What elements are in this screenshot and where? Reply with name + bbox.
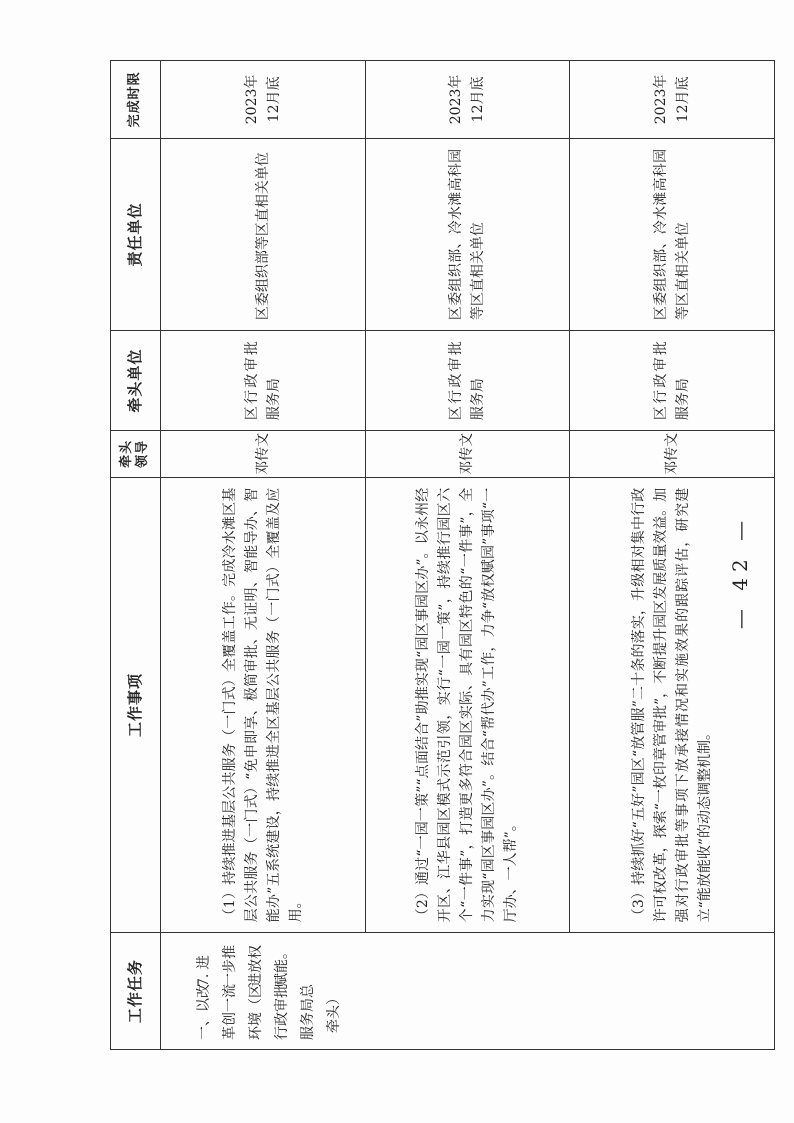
resp-cell: 区委组织部等区直相关单位 xyxy=(160,138,365,330)
header-task: 工作任务 xyxy=(111,933,161,1050)
header-item: 工作事项 xyxy=(111,477,161,933)
header-unit: 牵头单位 xyxy=(111,331,161,431)
item-cell: （1）持续推进基层公共服务（一门式）全覆盖工作。完成冷水滩区基层公共服务（一门式）“免申即享、极简审批、无证明、智能导办、智能办”五系统建设，持续推进全区基层公共服务（一门式）全覆盖及应用。 xyxy=(160,477,365,933)
time-cell: 2023年12月底 xyxy=(365,61,570,139)
lead-cell: 邓传文 xyxy=(570,431,775,478)
sub-task: 7. 进一步推进放权赋能。 xyxy=(195,945,290,987)
task-cell xyxy=(160,933,774,1050)
item-cell: （3）持续抓好“五好”园区“放管服”二十条的落实，升级相对集中行政许可权改革，探索“一枚印章管审批”，不断提升园区发展质量效益。加强对行政审批等事项下放承接情况和实施效果的跟踪评估，研究建立“能放能收”的动态调整机制。 xyxy=(570,477,775,933)
rotated-table-wrapper xyxy=(110,60,775,1050)
unit-cell: 区行政审批服务局 xyxy=(160,331,365,431)
table-row xyxy=(160,61,365,1050)
resp-cell: 区委组织部、冷水滩高科园等区直相关单位 xyxy=(365,138,570,330)
time-cell: 2023年12月底 xyxy=(570,61,775,139)
unit-cell: 区行政审批服务局 xyxy=(570,331,775,431)
lead-cell: 邓传文 xyxy=(365,431,570,478)
unit-cell: 区行政审批服务局 xyxy=(365,331,570,431)
resp-cell: 区委组织部、冷水滩高科园等区直相关单位 xyxy=(570,138,775,330)
item-cell: （2）通过“一园一策”“点面结合”助推实现“园区事园区办”。以永州经开区、江华县园区模式示范引领，实行“一园一策”，持续推行园区六个“一件事”，打造更多符合园区实际、具有园区特色的“一件事”，全力实现“园区事园区办”。结合“帮代办”工作，力争“放权赋园”事项“一厅办、一人帮”。 xyxy=(365,477,570,933)
header-resp: 责任单位 xyxy=(111,138,161,330)
table-row xyxy=(365,61,570,1050)
main-task: 一、以改革创一流环境（区行政审批服务局总牵头） xyxy=(195,984,342,1040)
header-lead: 牵头领导 xyxy=(111,431,161,478)
time-cell: 2023年12月底 xyxy=(160,61,365,139)
lead-cell: 邓传文 xyxy=(160,431,365,478)
work-task-table xyxy=(110,60,775,1050)
header-time: 完成时限 xyxy=(111,61,161,139)
page-number: — 42 — xyxy=(728,514,753,630)
header-row xyxy=(111,61,161,1050)
